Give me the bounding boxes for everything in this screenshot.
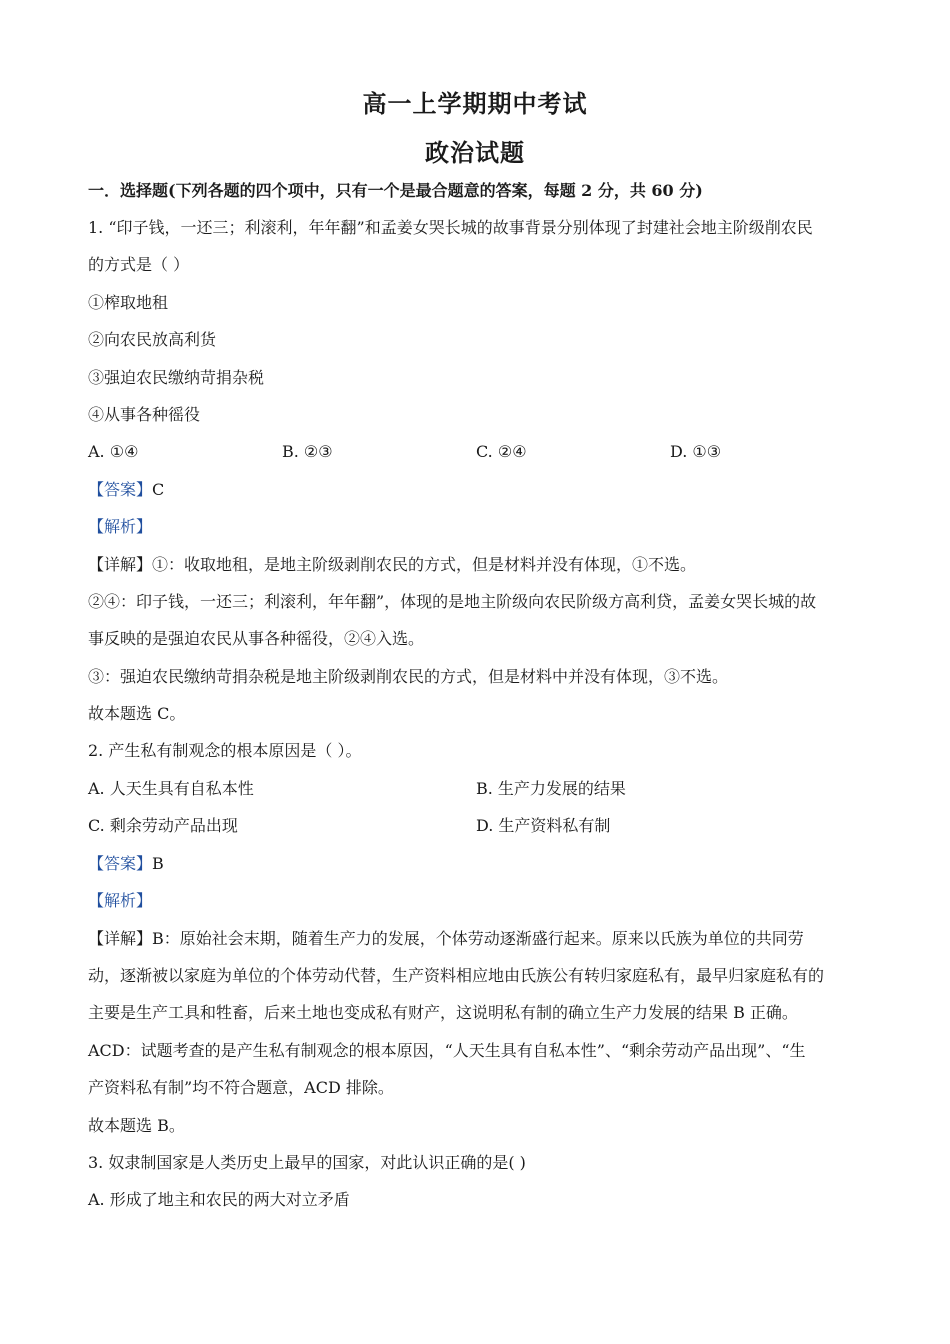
q2-stem: 2. 产生私有制观念的根本原因是（ ）。	[88, 741, 362, 760]
q1-option-a: A. ①④	[88, 442, 139, 461]
q2-detail-line2: 动，逐渐被以家庭为单位的个体劳动代替，生产资料相应地由氏族公有转归家庭私有，最早归家庭私有的	[88, 966, 825, 985]
q3-stem: 3. 奴隶制国家是人类历史上最早的国家，对此认识正确的是( )	[88, 1153, 526, 1172]
q2-option-c: C. 剩余劳动产品出现	[88, 816, 238, 835]
q2-detail-line3: 主要是生产工具和牲畜，后来土地也变成私有财产，这说明私有制的确立生产力发展的结果 B 正确。	[88, 1003, 798, 1022]
q1-analysis	[88, 517, 152, 537]
answer-tag: 【答案】	[88, 854, 153, 873]
detail-tag: 【详解】	[88, 555, 153, 574]
q1-detail-line4: ③：强迫农民缴纳苛捐杂税是地主阶级剥削农民的方式，但是材料中并没有体现，③不选。	[88, 667, 729, 686]
q2-analysis	[88, 891, 152, 911]
answer-value: B	[152, 854, 164, 873]
analysis-tag: 【解析】	[88, 891, 153, 910]
q1-item-1: ①榨取地租	[88, 293, 169, 312]
q1-conclusion: 故本题选 C。	[88, 704, 186, 723]
q2-option-a: A. 人天生具有自私本性	[88, 779, 254, 798]
q2-conclusion: 故本题选 B。	[88, 1116, 185, 1135]
detail-tag: 【详解】	[88, 929, 153, 948]
q1-stem-line2: 的方式是（ ）	[88, 255, 190, 274]
q1-item-2: ②向农民放高利货	[88, 330, 217, 349]
detail-text: ①：收取地租，是地主阶级剥削农民的方式，但是材料并没有体现，①不选。	[152, 555, 697, 574]
q1-detail-line3: 事反映的是强迫农民从事各种徭役，②④入选。	[88, 629, 425, 648]
detail-text: B：原始社会末期，随着生产力的发展，个体劳动逐渐盛行起来。原来以氏族为单位的共同劳	[152, 929, 804, 948]
q1-stem-line1: 1. “印子钱，一还三；利滚利，年年翻”和孟姜女哭长城的故事背景分别体现了封建社会地主阶级削农民	[88, 218, 813, 237]
section-heading: 一．选择题(下列各题的四个项中，只有一个是最合题意的答案，每题 2 分，共 60 分)	[88, 181, 703, 200]
page-title: 高一上学期期中考试	[362, 89, 588, 118]
q1-option-b: B. ②③	[282, 442, 333, 461]
q2-detail-line4: ACD：试题考查的是产生私有制观念的根本原因，“人天生具有自私本性”、“剩余劳动产品出现”、“生	[88, 1041, 806, 1060]
q2-detail-line5: 产资料私有制”均不符合题意，ACD 排除。	[88, 1078, 394, 1097]
q1-detail-line2: ②④：印子钱，一还三；利滚利，年年翻”，体现的是地主阶级向农民阶级方高利贷，孟姜女哭长城的故	[88, 592, 817, 611]
q3-option-a: A. 形成了地主和农民的两大对立矛盾	[88, 1190, 350, 1209]
q1-detail-line1	[88, 555, 696, 575]
q1-option-d: D. ①③	[670, 442, 722, 461]
page-subtitle: 政治试题	[425, 138, 525, 167]
q2-answer	[88, 854, 164, 874]
q1-item-3: ③强迫农民缴纳苛捐杂税	[88, 368, 265, 387]
answer-tag: 【答案】	[88, 480, 153, 499]
answer-value: C	[152, 480, 165, 499]
q1-answer	[88, 480, 164, 500]
analysis-tag: 【解析】	[88, 517, 153, 536]
q2-option-b: B. 生产力发展的结果	[476, 779, 626, 798]
q1-option-c: C. ②④	[476, 442, 527, 461]
q2-detail-line1	[88, 929, 804, 949]
q2-option-d: D. 生产资料私有制	[476, 816, 611, 835]
q1-item-4: ④从事各种徭役	[88, 405, 201, 424]
